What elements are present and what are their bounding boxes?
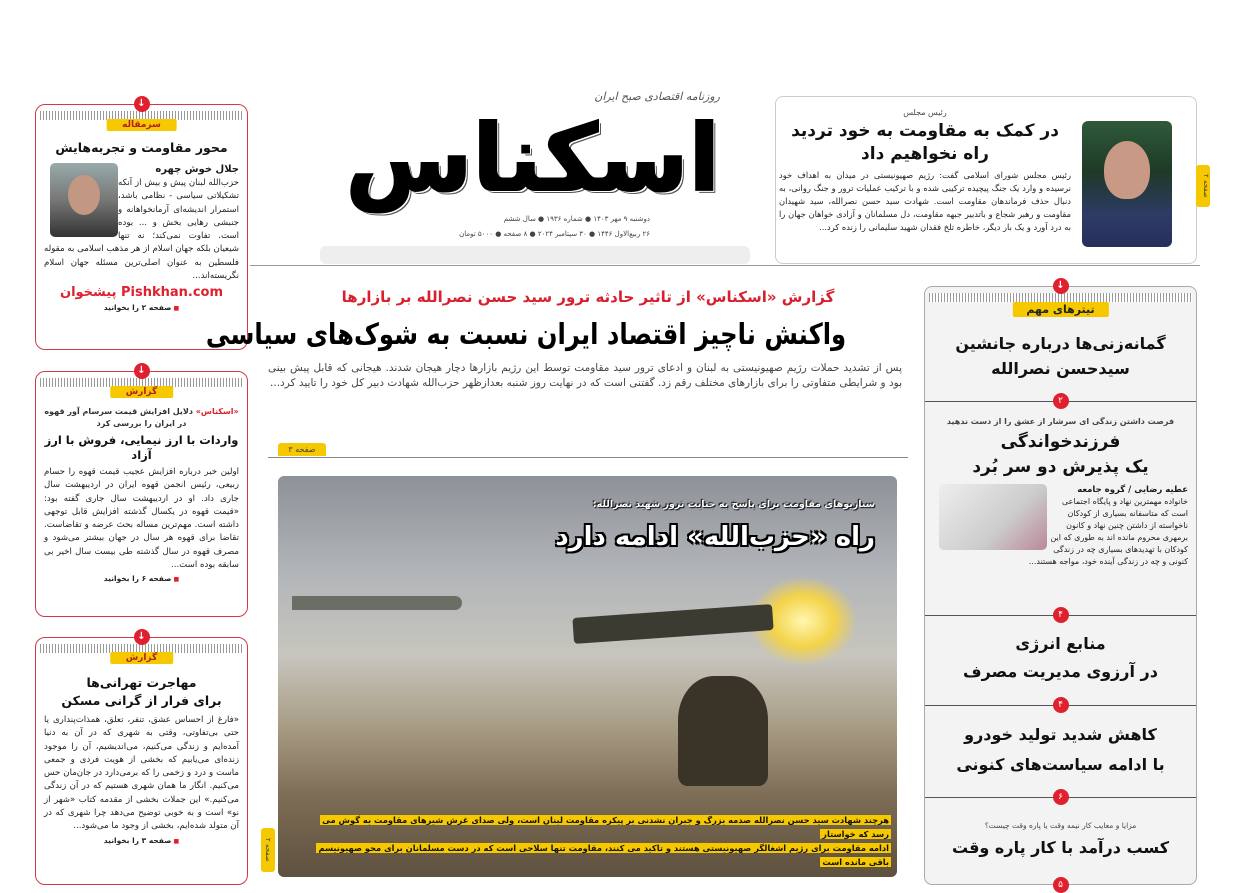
report-body: «فارغ از احساس عشق، تنفر، تعلق، همذات‌پنداری یا حتی بی‌تفاوتی، وقتی به شهری که در آن به دنیا آمده‌ایم و زندگی می‌کنیم، می‌اندیشیم، آن را موجود زنده‌ای می‌یابیم که بخشی از هویت فردی و جمعی ماست و درد و زخمی را که برمی‌دارد در جان‌مان حس می‌کنیم. انگار ما همان شهری هستیم که در آن زندگی می‌کنیم.» این جملات بخشی از مقدمه کتاب «شهر از نو» است و به خوبی توضیح می‌دهد چرا شهری که در آن متولد شده‌ایم، بخشی از وجود ما می‌شود... — [44, 715, 239, 832]
top-story[interactable] — [775, 96, 1210, 264]
date-line-2: ۲۶ ربیع‌الاول ۱۴۴۶ ● ۳۰ سپتامبر ۲۰۲۴ ● ۸ صفحه ● ۵۰۰۰ تومان — [459, 230, 650, 238]
title-line: سیدحسن نصرالله — [991, 359, 1130, 378]
title-line: در کمک به مقاومت به خود تردید — [791, 121, 1059, 141]
main-headline — [205, 315, 908, 353]
title-line: مهاجرت تهرانی‌ها — [86, 675, 197, 690]
top-story-column — [779, 107, 1071, 234]
title-line: کاهش شدید تولید خودرو — [964, 725, 1157, 744]
report-title: واردات با ارز نیمایی، فروش با ارز آزاد — [44, 433, 239, 462]
page-number-badge: ۲ — [1053, 393, 1069, 409]
title-line: در آرزوی مدیریت مصرف — [963, 662, 1158, 681]
page-badge[interactable]: صفحه ۳ — [278, 443, 326, 456]
editorial-body: حزب‌الله لبنان پیش و بیش از آنکه تشکیلاتی سیاسی - نظامی باشد، استمرار اندیشه‌ای آرمانخواهانه و جنبشی رهایی بخش و ... بوده است. تفاوت نمی‌کند؛ نه تنها شیعیان بلکه جهان اسلام از هر مذهب اسلامی به مقوله فلسطین به عنوان اصلی‌ترین مسئله جهان اسلام نگریسته‌اند... — [44, 178, 239, 282]
tagline: روزنامه اقتصادی صبح ایران — [594, 90, 720, 103]
arrow-down-icon: ↓ — [134, 96, 150, 112]
headline-item[interactable] — [925, 610, 1196, 705]
photo-story[interactable] — [278, 476, 897, 877]
migration-report-box[interactable] — [35, 631, 248, 885]
top-story-body: رئیس مجلس شورای اسلامی گفت: رژیم صهیونیستی در میدان به اهداف خود نرسیده و وارد یک جنگ پیچیده ترکیبی شده و با ترکیب عملیات ترور و جنگ روانی، به دنبال حذف فرماندهان مقاومت است. شهادت سید حسن نصرالله، سید شهیدان مقاومت و رهبر شجاع و باتدبیر جبهه مقاومت، دل مسلمانان و آزادی خواهان جهان را به درد آورد و یک بار دیگر، خاطره تلخ فقدان شهید سلیمانی را زنده کرد... — [779, 170, 1071, 232]
item-text — [933, 484, 1188, 568]
author-name: عطیه رضایی / گروه جامعه — [1077, 485, 1188, 495]
main-story[interactable] — [205, 288, 908, 460]
main-body: پس از تشدید حملات رژیم صهیونیستی به لبنان و ادعای ترور سید مقاومت توسط این رژیم بازارها دچار هیجان شدند. هیجانی که قابل پیش بینی بود و شرایطی متفاوتی را برای بازارهای مختلف رقم زد. گفتنی است که در نهایت روز شنبه بعدازظهر حزب‌الله شهادت دبیر کل خود را تایید کرد... — [268, 362, 902, 389]
section-tag: سرمقاله — [106, 119, 177, 131]
missile-image — [292, 596, 462, 610]
caption-line: هرچند شهادت سید حسن نصرالله صدمه بزرگ و جبران نشدنی بر پیکره مقاومت لبنان است، ولی صدای غرش شیرهای مقاومت به گوش می رسد که خواستار — [322, 815, 889, 839]
report-title — [44, 674, 239, 710]
page-number-badge: ۶ — [1053, 789, 1069, 805]
caption-line-2 — [308, 841, 891, 869]
title-line: یک پذیرش دو سر بُرد — [972, 457, 1149, 477]
item-title — [925, 720, 1196, 780]
main-headline-text: واکنش ناچیز اقتصاد ایران نسبت به شوک‌های سیاسی — [205, 317, 847, 351]
read-more-link[interactable]: ■ صفحه ۲ را بخوانید — [44, 303, 239, 312]
title-line: فرزندخواندگی — [1000, 432, 1121, 452]
newspaper-logo: اسکناس — [345, 105, 720, 212]
report-content — [44, 406, 239, 583]
masthead — [270, 90, 760, 260]
item-body: خانواده مهمترین نهاد و پایگاه اجتماعی است که متاسفانه بسیاری از کودکان ناخواسته از داشتن چنین نهاد و کانون برمهری محروم مانده اند به طوری که این کودکان با تهدیدهای بسیاری چه در زندگی کنونی و چه در زندگی آینده خود، مواجه هستند... — [1028, 497, 1188, 566]
caption-line-1 — [308, 813, 891, 841]
headline-item[interactable] — [925, 700, 1196, 797]
headline-item[interactable] — [925, 331, 1196, 381]
item-title — [925, 630, 1196, 686]
item-title: کسب درآمد با کار پاره وقت — [952, 838, 1169, 857]
photo-title: راه «حزب‌الله» ادامه دارد — [555, 522, 875, 552]
divider — [268, 457, 908, 458]
photo-caption — [308, 813, 891, 869]
main-kicker: گزارش «اسکناس» از تاثیر حادثه ترور سید حسن نصرالله بر بازارها — [341, 288, 835, 306]
arrow-down-icon: ↓ — [134, 363, 150, 379]
page-number-badge: ۵ — [1053, 877, 1069, 893]
stripe-decoration — [929, 293, 1192, 302]
launcher-image — [572, 604, 773, 644]
headline-item[interactable] — [925, 396, 1196, 615]
photo-page-tab[interactable]: صفحه ۲ — [261, 828, 275, 872]
title-line: منابع انرژی — [1015, 634, 1106, 653]
editorial-box[interactable] — [35, 98, 248, 350]
editorial-text — [44, 163, 239, 283]
section-tag: گزارش — [110, 386, 174, 398]
report-kicker — [44, 406, 239, 430]
soldier-image — [678, 676, 768, 786]
item-kicker: فرصت داشتن زندگی ای سرشار از عشق را از دست ندهید — [946, 417, 1175, 426]
arrow-down-icon: ↓ — [134, 629, 150, 645]
caption-line: ادامه مقاومت برای رژیم اشغالگر صهیونیستی هستند و تاکید می کنند، مقاومت تنها سلاحی است که در دست مسلمانان برای محو صهیونیسم باقی مانده است — [318, 843, 889, 867]
divider — [250, 265, 1200, 266]
speaker-photo — [1082, 121, 1172, 247]
top-story-title — [779, 120, 1071, 166]
kicker-text: دلایل افزایش قیمت سرسام آور قهوه در ایران را بررسی کرد — [44, 407, 193, 428]
item-title — [925, 430, 1196, 480]
arrow-down-icon: ↓ — [1053, 278, 1069, 294]
report-content — [44, 674, 239, 845]
title-line: گمانه‌زنی‌ها درباره جانشین — [955, 334, 1166, 353]
headline-item[interactable] — [925, 792, 1196, 884]
item-kicker: مزایا و معایب کار نیمه وقت یا پاره وقت چیست؟ — [984, 821, 1137, 830]
read-more-link[interactable]: ■ صفحه ۶ را بخوانید — [44, 574, 239, 583]
kicker-brand: «اسکناس» — [195, 407, 239, 416]
section-tag: گزارش — [110, 652, 174, 664]
page-number-badge: ۴ — [1053, 697, 1069, 713]
article-photo — [939, 484, 1047, 550]
author-name: جلال خوش چهره — [155, 164, 239, 175]
report-body: اولین خبر درباره افزایش عجیب قیمت قهوه را حسام ربیعی، رئیس انجمن قهوه ایران در اردیبهشت سال جاری داد. او در اردیبهشت سال جاری گفته بود: «قیمت قهوه در یکسال گذشته افزایش قابل توجهی داشته است. مهم‌ترین مساله بحث عرضه و تقاضاست. تقاضا برای قهوه هر سال در جهان بیشتر می‌شود و مصرف قهوه در سال گذشته طی بیست سال اخیر بی سابقه بوده است... — [44, 467, 239, 571]
watermark: پیشخوان Pishkhan.com — [59, 285, 224, 301]
title-line: راه نخواهیم داد — [861, 144, 989, 164]
page-number-badge: ۴ — [1053, 607, 1069, 623]
author-photo — [50, 163, 118, 237]
editorial-content — [44, 139, 239, 312]
page-tab[interactable]: صفحه ۲ — [1196, 165, 1210, 207]
coffee-report-box[interactable] — [35, 365, 248, 617]
title-line: با ادامه سیاست‌های کنونی — [956, 755, 1165, 774]
headlines-panel — [924, 280, 1197, 890]
section-tag: تیترهای مهم — [1012, 302, 1108, 317]
photo-kicker: سناریوهای مقاومت برای پاسخ به جنایت ترور شهید نصرالله: — [592, 499, 875, 510]
top-story-kicker: رئیس مجلس — [903, 108, 947, 117]
masthead-bar — [320, 246, 750, 264]
title-line: برای فرار از گرانی مسکن — [61, 693, 222, 708]
read-more-link[interactable]: ■ صفحه ۳ را بخوانید — [44, 836, 239, 845]
date-line-1: دوشنبه ۹ مهر ۱۴۰۳ ● شماره ۱۹۳۶ ● سال ششم — [503, 215, 650, 223]
editorial-title: محور مقاومت و تجربه‌هایش — [55, 140, 228, 155]
